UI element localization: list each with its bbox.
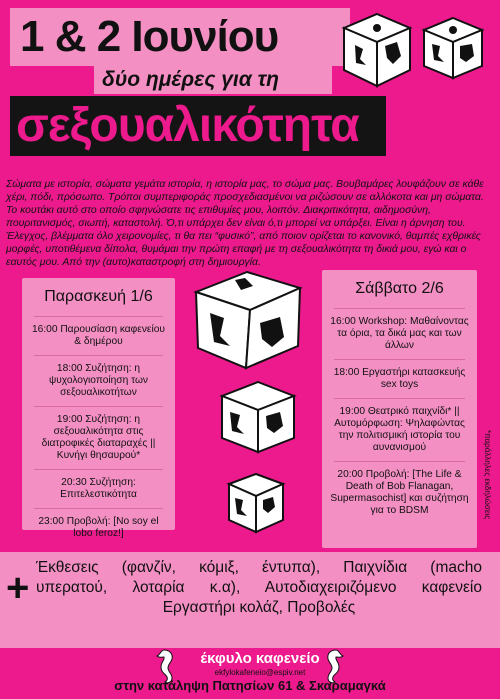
extras-line: Εργαστήρι κολάζ, Προβολές [162, 599, 356, 616]
list-item: 20:30 Συζήτηση: Επιτελεστικότητα [60, 477, 137, 500]
side-note-text: *παράλληλες εκδηλώσεις [483, 430, 492, 520]
divider [334, 398, 465, 399]
divider [34, 508, 163, 509]
extras-text [36, 558, 482, 644]
divider [34, 469, 163, 470]
list-item: 18:00 Εργαστήρι κατασκευής sex toys [333, 367, 466, 390]
list-item: 19:00 Θεατρικό παιχνίδι* || Αυτομόρφωση: Ψηλαφώντας την πολιτισμική ιστορία του αυνανισμού [334, 406, 465, 453]
day-title: Παρασκευή 1/6 [44, 288, 153, 305]
plus-icon: + [6, 566, 30, 610]
divider [334, 461, 465, 462]
page-title-dates: 1 & 2 Ιουνίου [20, 12, 279, 61]
divider [34, 355, 163, 356]
dice-icon [225, 470, 287, 536]
list-item: 16:00 Workshop: Μαθαίνοντας τα όρια, τα δικά μας και των άλλων [330, 316, 469, 351]
venue-name: έκφυλο καφενείο [200, 650, 320, 667]
list-item: 18:00 Συζήτηση: η ψυχολογιοποίηση των σεξουαλικοτήτων [48, 363, 149, 398]
divider [34, 406, 163, 407]
intro-paragraph: Σώματα με ιστορία, σώματα γεμάτα ιστορία, η ιστορία μας, το σώμα μας. Βουβαμάρες λουφάζουν σε κάθε χέρι, πόδι, πρόσωπο. Τρόποι συμπεριφοράς προσχεδιασμένοι να ριζώσουν σε αλλόκοτα και μη σώματα. Το κουτάκι αυτό στο οποίο σφηνώσατε τις επιθυμίες μου, λοιπόν. Διακριτικότητα, αιδημοσύνη, πουριτανισμός, σιωπή, καταστολή. Ό,τι υπάρχει δεν είναι ό,τι μπορεί να υπάρξει. Είναι η άρνηση του. Έλεγχος, βλέμματα όλο χειρονομίες, τι θα πει “φυσικό”, από ποιον ορίζεται το κανονικό, θαμπές εχθρικές μορφές, υποτιθέμενα δίπολα, θυμάμαι την πρώτη επαφή με τη σεξουαλικότητα τη δικιά μου, εγώ και ο εαυτός μου. Από την (αυτο)καταστροφή στη δημιουργία. [6, 179, 484, 268]
divider [334, 359, 465, 360]
list-item: 19:00 Συζήτηση: η σεξουαλικότητα στις διατροφικές διαταραχές || Κυνήγι θησαυρού* [41, 414, 156, 461]
list-item: 16:00 Παρουσίαση καφενείου & δημέρου [32, 324, 165, 347]
page-subtitle: δύο ημέρες για τη [94, 66, 332, 94]
friday-schedule [22, 278, 175, 539]
dice-icon [190, 268, 305, 373]
day-title: Σάββατο 2/6 [355, 280, 444, 297]
dice-icon [420, 14, 486, 82]
dice-icon [218, 378, 298, 456]
venue-email: ekfylokafeneio@espiv.net [214, 668, 306, 677]
list-item: 20:00 Προβολή: [The Life & Death of Bob Flanagan, Supermasochist] και συζήτηση για το BDSM [330, 469, 469, 516]
dice-icon [340, 10, 415, 90]
page-title-main: σεξουαλικότητα [10, 96, 386, 156]
extras-line: Έκθεσεις (φανζίν, κόμιξ, έντυπα), Παιχνίδια (macho [36, 559, 482, 576]
list-item: 23:00 Προβολή: [No soy el lobo feroz!] [38, 516, 159, 539]
saturday-schedule [322, 270, 477, 548]
venue-address: στην κατάληψη Πατησίων 61 & Σκαραμαγκά [114, 678, 386, 693]
divider [34, 316, 163, 317]
extras-line: υπερατού, λοταρία κ.α), Αυτοδιαχειριζόμενο καφενείο [36, 579, 482, 596]
divider [334, 308, 465, 309]
